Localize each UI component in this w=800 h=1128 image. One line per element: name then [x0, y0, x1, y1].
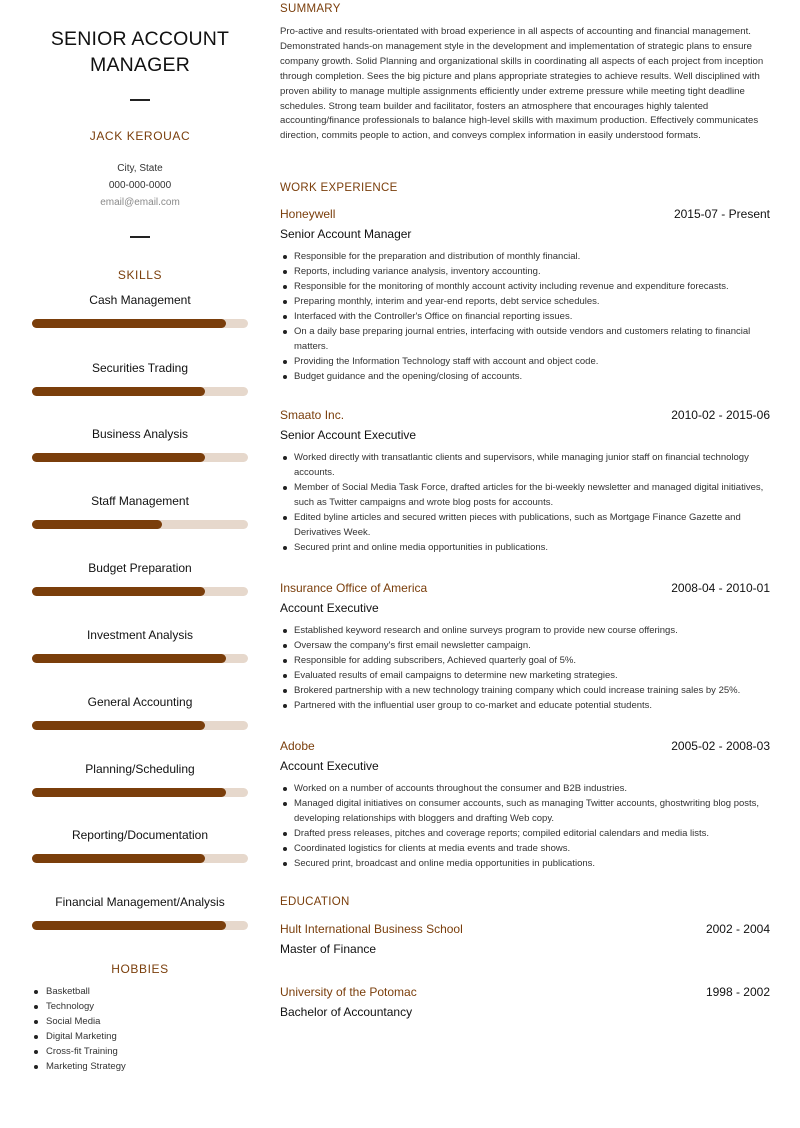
contact-city: City, State [117, 163, 163, 174]
list-item: Edited byline articles and secured written pieces with publications, such as Mortgage Finance Gazette and Derivatives Week. [280, 510, 770, 540]
hobbies-list [32, 984, 252, 1074]
list-item: Partnered with the influential user group to co-market and educate potential students. [280, 698, 770, 713]
skill-bar [32, 520, 248, 529]
skill-label: Financial Management/Analysis [55, 895, 225, 909]
skill-label: Reporting/Documentation [71, 828, 209, 842]
skill-item [32, 895, 248, 909]
job-bullets [280, 781, 770, 871]
skill-item [32, 695, 248, 709]
list-item: Providing the Information Technology staff with account and object code. [280, 354, 770, 369]
job-entry [280, 207, 770, 384]
list-item: Cross-fit Training [32, 1044, 252, 1059]
school-name: University of the Potomac [280, 985, 417, 999]
degree: Bachelor of Accountancy [280, 1005, 413, 1019]
skill-label: Securities Trading [91, 361, 189, 375]
company-name: Smaato Inc. [280, 408, 345, 422]
experience-heading: WORK EXPERIENCE [280, 182, 398, 194]
skill-item [32, 762, 248, 776]
skill-label: Cash Management [89, 293, 191, 307]
job-title: SENIOR ACCOUNT MANAGER [50, 28, 230, 76]
list-item: Interfaced with the Controller's Office on financial reporting issues. [280, 309, 770, 324]
job-dates: 2015-07 - Present [673, 207, 770, 221]
skill-bar-fill [32, 854, 205, 863]
skill-label: Budget Preparation [88, 561, 192, 575]
list-item: Reports, including variance analysis, inventory accounting. [280, 264, 770, 279]
job-role: Account Executive [280, 601, 379, 615]
skill-item [32, 494, 248, 508]
list-item: Managed digital initiatives on consumer accounts, such as managing Twitter accounts, ghostwriting blog posts, developing relationships with bloggers and drafting Web copy. [280, 796, 770, 826]
summary-heading: SUMMARY [280, 3, 341, 15]
job-entry [280, 739, 770, 871]
list-item: Brokered partnership with a new technology training company which could increase training sales by 25%. [280, 683, 770, 698]
list-item: On a daily base preparing journal entries, interfacing with outside vendors and customers relating to financial matters. [280, 324, 770, 354]
job-role: Senior Account Executive [280, 428, 417, 442]
list-item: Responsible for the preparation and distribution of monthly financial. [280, 249, 770, 264]
degree: Master of Finance [280, 942, 377, 956]
skill-bar [32, 587, 248, 596]
skill-item [32, 561, 248, 575]
skill-bar [32, 453, 248, 462]
hobbies-heading: HOBBIES [111, 962, 169, 976]
list-item: Digital Marketing [32, 1029, 252, 1044]
job-dates: 2005-02 - 2008-03 [671, 739, 770, 753]
education-heading: EDUCATION [280, 896, 350, 908]
company-name: Adobe [280, 739, 315, 753]
job-bullets [280, 623, 770, 713]
list-item: Oversaw the company's first email newsletter campaign. [280, 638, 770, 653]
contact-phone: 000-000-0000 [108, 180, 172, 191]
skill-bar-fill [32, 453, 205, 462]
summary-text: Pro-active and results-orientated with broad experience in all aspects of accounting and financial management. Demonstrated hands-on management style in the development and implementation of strategic plans to ensure company growth. Solid Planning and organizational skills in coordinating all aspects of each project from inception through completion. Sees the big picture and plans appropriate strategies to achieve results. Well disciplined with proven ability to manage multiple assignments efficiently under extreme pressure while meeting tight deadline schedules. Strong team builder and facilitator, fosters an atmosphere that encourages highly talented accounting/finance professionals to balance high-level skills with maximum production. Effectively communicates direction, commits people to action, and conveys complex information in easily understood formats. [280, 26, 764, 142]
divider [130, 236, 150, 238]
skill-bar [32, 387, 248, 396]
job-dates: 2008-04 - 2010-01 [671, 581, 770, 595]
job-entry [280, 581, 770, 713]
sidebar [0, 0, 280, 1128]
list-item: Responsible for adding subscribers, Achieved quarterly goal of 5%. [280, 653, 770, 668]
skill-label: Planning/Scheduling [85, 762, 195, 776]
job-bullets [280, 450, 770, 555]
list-item: Basketball [32, 984, 252, 999]
skill-bar-fill [32, 387, 205, 396]
company-name: Insurance Office of America [280, 581, 428, 595]
skill-item [32, 828, 248, 842]
skill-bar-fill [32, 319, 226, 328]
skill-label: Staff Management [91, 494, 189, 508]
list-item: Secured print, broadcast and online media opportunities in publications. [280, 856, 770, 871]
list-item: Marketing Strategy [32, 1059, 252, 1074]
skill-bar [32, 921, 248, 930]
skill-label: Business Analysis [91, 427, 189, 441]
skill-bar-fill [32, 587, 205, 596]
skill-bar [32, 654, 248, 663]
job-dates: 2010-02 - 2015-06 [671, 408, 770, 422]
skill-bar [32, 319, 248, 328]
list-item: Social Media [32, 1014, 252, 1029]
list-item: Technology [32, 999, 252, 1014]
list-item: Preparing monthly, interim and year-end reports, debt service schedules. [280, 294, 770, 309]
list-item: Drafted press releases, pitches and coverage reports; compiled editorial calendars and media lists. [280, 826, 770, 841]
skill-bar [32, 721, 248, 730]
list-item: Coordinated logistics for clients at media events and trade shows. [280, 841, 770, 856]
list-item: Evaluated results of email campaigns to determine new marketing strategies. [280, 668, 770, 683]
school-name: Hult International Business School [280, 922, 463, 936]
list-item: Budget guidance and the opening/closing of accounts. [280, 369, 770, 384]
skills-heading: SKILLS [117, 268, 163, 282]
skill-bar-fill [32, 520, 162, 529]
job-role: Account Executive [280, 759, 379, 773]
list-item: Worked on a number of accounts throughout the consumer and B2B industries. [280, 781, 770, 796]
skill-bar [32, 854, 248, 863]
list-item: Secured print and online media opportunities in publications. [280, 540, 770, 555]
skill-bar-fill [32, 788, 226, 797]
job-entry [280, 408, 770, 555]
skill-label: General Accounting [87, 695, 193, 709]
skill-item [32, 361, 248, 375]
candidate-name: JACK KEROUAC [89, 129, 191, 143]
list-item: Established keyword research and online surveys program to provide new course offerings. [280, 623, 770, 638]
skill-item [32, 628, 248, 642]
contact-email[interactable]: email@email.com [100, 197, 180, 208]
job-role: Senior Account Manager [280, 227, 412, 241]
education-entry [280, 985, 770, 1023]
list-item: Worked directly with transatlantic clients and supervisors, while managing junior staff on financial technology accounts. [280, 450, 770, 480]
skill-bar-fill [32, 921, 226, 930]
list-item: Member of Social Media Task Force, drafted articles for the bi-weekly newsletter and managed digital initiatives, such as Twitter campaigns and wrote blog posts for accounts. [280, 480, 770, 510]
company-name: Honeywell [280, 207, 336, 221]
school-dates: 1998 - 2002 [705, 985, 770, 999]
school-dates: 2002 - 2004 [705, 922, 770, 936]
skill-item [32, 293, 248, 307]
skill-bar-fill [32, 654, 226, 663]
list-item: Responsible for the monitoring of monthly account activity including revenue and expenditure forecasts. [280, 279, 770, 294]
skill-item [32, 427, 248, 441]
education-entry [280, 922, 770, 960]
skill-bar [32, 788, 248, 797]
skill-bar-fill [32, 721, 205, 730]
job-bullets [280, 249, 770, 384]
divider [130, 99, 150, 101]
skill-label: Investment Analysis [86, 628, 194, 642]
